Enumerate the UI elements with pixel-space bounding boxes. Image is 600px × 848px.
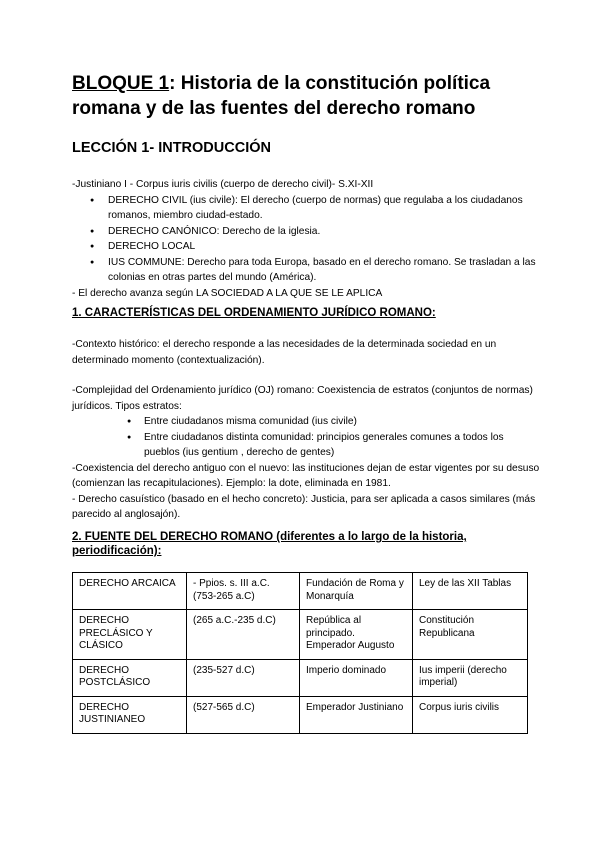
table-cell: Ley de las XII Tablas xyxy=(413,573,528,610)
table-row xyxy=(73,659,528,696)
table-cell: Emperador Justiniano xyxy=(300,696,413,733)
table-row xyxy=(73,573,528,610)
page-title xyxy=(72,71,542,121)
section-1-casuistic: - Derecho casuístico (basado en el hecho concreto): Justicia, para ser aplicada a casos similares (más parecido al anglosajón). xyxy=(72,493,536,520)
section-1-heading: 1. CARACTERÍSTICAS DEL ORDENAMIENTO JURÍDICO ROMANO: xyxy=(72,307,436,319)
list-item: ● DERECHO CIVIL (ius civile): El derecho (cuerpo de normas) que regulaba a los ciudadanos romanos, miembro ciudad-estado. xyxy=(72,193,542,224)
list-item: ● DERECHO LOCAL xyxy=(72,239,542,255)
table-cell: (265 a.C.-235 d.C) xyxy=(187,610,300,660)
section-2-heading: 2. FUENTE DEL DERECHO ROMANO (diferentes a lo largo de la historia, periodificación): xyxy=(72,531,467,557)
title-rest: : Historia de la constitución política romana y de las fuentes del derecho romano xyxy=(72,73,491,119)
list-item: ● Entre ciudadanos misma comunidad (ius civile) xyxy=(72,414,542,430)
table-cell: Corpus iuris civilis xyxy=(413,696,528,733)
section-1-body xyxy=(72,383,542,523)
table-cell: DERECHO POSTCLÁSICO xyxy=(73,659,187,696)
table-cell: DERECHO JUSTINIANEO xyxy=(73,696,187,733)
table-cell: Constitución Republicana xyxy=(413,610,528,660)
table-row xyxy=(73,696,528,733)
table-row xyxy=(73,610,528,660)
list-item: ● DERECHO CANÓNICO: Derecho de la iglesia. xyxy=(72,224,542,240)
table-cell: Ius imperii (derecho imperial) xyxy=(413,659,528,696)
section-1-complexity: -Complejidad del Ordenamiento jurídico (OJ) romano: Coexistencia de estratos (conjuntos de normas) jurídicos. Tipos estratos: xyxy=(72,385,533,412)
list-item: ● IUS COMMUNE: Derecho para toda Europa, basado en el derecho romano. Se trasladan a las colonias en otras partes del mundo (América). xyxy=(72,255,542,286)
section-1-context: -Contexto histórico: el derecho responde a las necesidades de la determinada sociedad en un determinado momento (contextualización). xyxy=(72,339,497,366)
intro-line: -Justiniano I - Corpus iuris civilis (cuerpo de derecho civil)- S.XI-XII xyxy=(72,179,374,190)
title-prefix: BLOQUE 1 xyxy=(72,73,170,94)
intro-bullet-list xyxy=(72,193,542,286)
section-1-coexistence: -Coexistencia del derecho antiguo con el nuevo: las instituciones dejan de estar vigentes por su desuso (comienzan las recapitulaciones). Ejemplo: la dote, eliminada en 1981. xyxy=(72,462,540,489)
lesson-heading: LECCIÓN 1- INTRODUCCIÓN xyxy=(72,140,271,156)
strata-list xyxy=(72,414,542,461)
table-cell: DERECHO ARCAICA xyxy=(73,573,187,610)
intro-block xyxy=(72,177,542,301)
table-cell: Imperio dominado xyxy=(300,659,413,696)
table-cell: (527-565 d.C) xyxy=(187,696,300,733)
list-item: ● Entre ciudadanos distinta comunidad: principios generales comunes a todos los pueblos (ius gentium , derecho de gentes) xyxy=(72,430,542,461)
table-cell: República al principado. Emperador Augusto xyxy=(300,610,413,660)
table-cell: Fundación de Roma y Monarquía xyxy=(300,573,413,610)
table-cell: (235-527 d.C) xyxy=(187,659,300,696)
table-cell: - Ppios. s. III a.C. (753-265 a.C) xyxy=(187,573,300,610)
table-cell: DERECHO PRECLÁSICO Y CLÁSICO xyxy=(73,610,187,660)
intro-closing: - El derecho avanza según LA SOCIEDAD A LA QUE SE LE APLICA xyxy=(72,287,383,299)
sources-table xyxy=(72,572,528,734)
